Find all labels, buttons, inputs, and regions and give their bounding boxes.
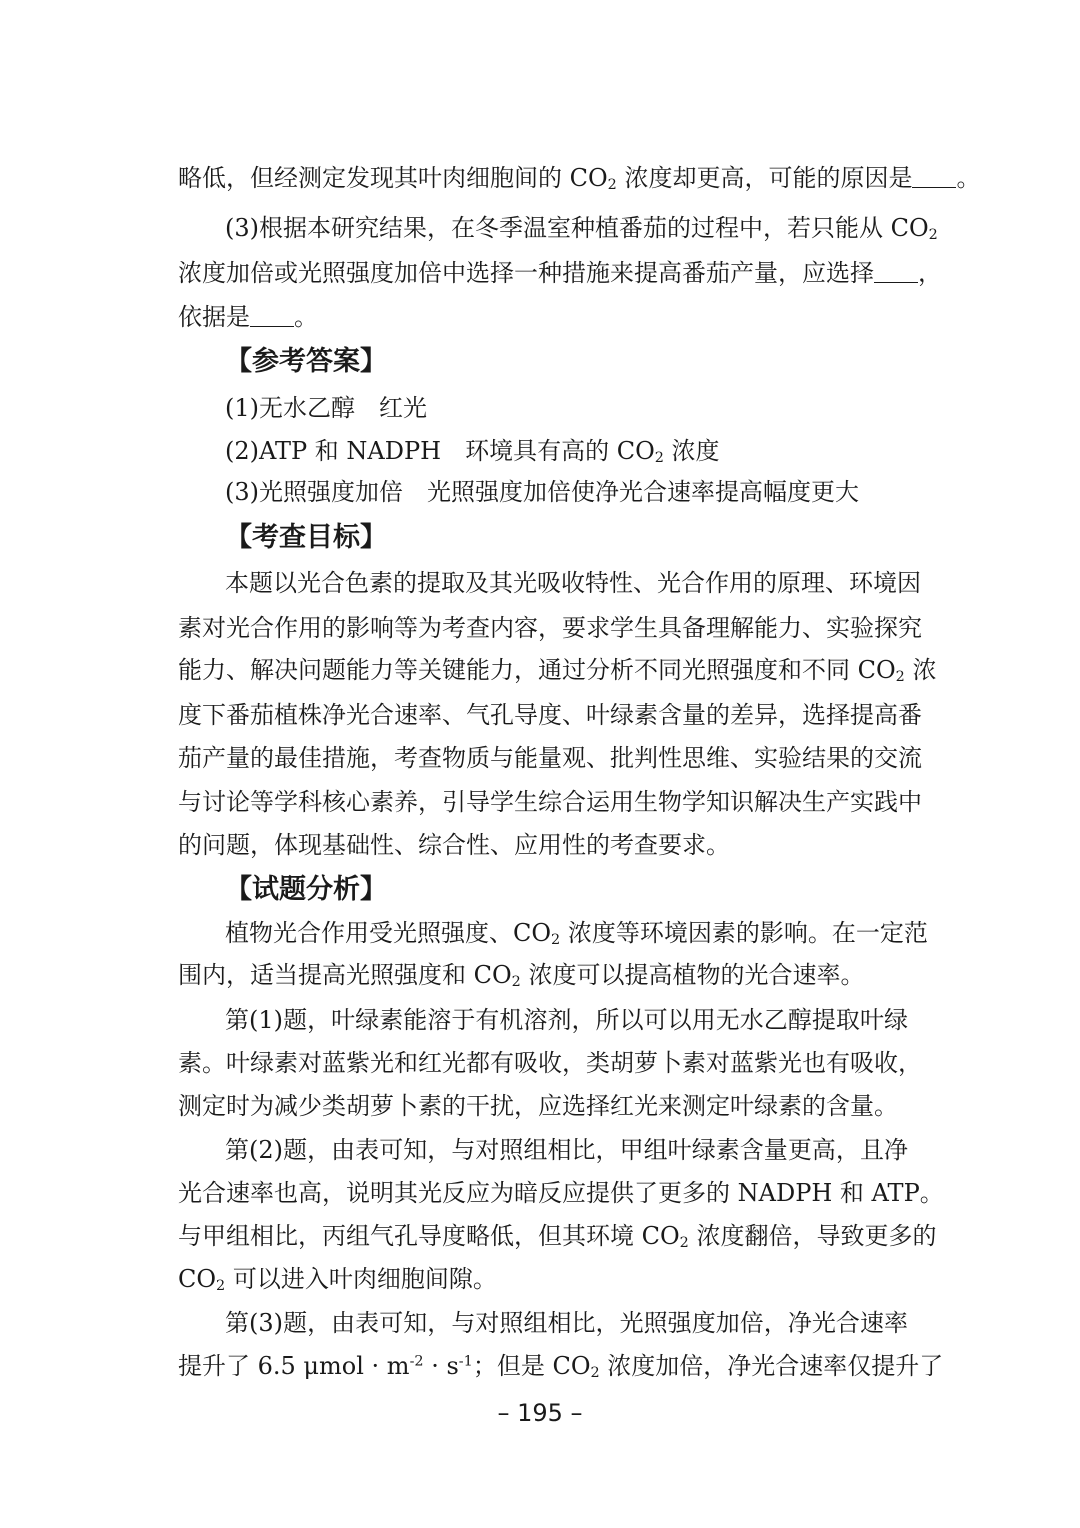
text-line [178,1218,937,1254]
subscript: 2 [590,1364,600,1381]
text-line [178,1348,944,1384]
text-run: 浓度加倍，净光合速率仅提升了 [599,1352,944,1380]
text-line: 光合速率也高，说明其光反应为暗反应提供了更多的 NADPH 和 ATP。 [178,1179,944,1207]
text-line: 与讨论等学科核心素养，引导学生综合运用生物学知识解决生产实践中 [178,788,922,816]
text-run: 依据是 [178,303,250,331]
analysis-heading: 【试题分析】 [225,874,387,905]
subscript: 2 [607,176,617,193]
text-line [178,652,937,688]
text-line: 的问题，体现基础性、综合性、应用性的考查要求。 [178,831,730,859]
goal-heading: 【考查目标】 [225,522,387,553]
text-run: 围内，适当提高光照强度和 CO [178,961,512,989]
text-run: 浓度翻倍，导致更多的 [688,1222,937,1250]
subscript: 2 [511,973,521,990]
answer-line: (3)光照强度加倍 光照强度加倍使净光合速率提高幅度更大 [225,478,859,506]
subscript: 2 [895,668,905,685]
answer-blank [912,165,956,188]
text-line [225,915,928,951]
text-run: 提升了 6.5 μmol · m [178,1352,410,1380]
subscript: 2 [928,226,938,243]
text-run: · s [423,1352,459,1380]
text-run: 。 [294,303,318,331]
text-line: 第(3)题，由表可知，与对照组相比，光照强度加倍，净光合速率 [225,1309,908,1337]
subscript: 2 [679,1234,689,1251]
text-run: 植物光合作用受光照强度、CO [225,919,552,947]
text-run: 与甲组相比，丙组气孔导度略低，但其环境 CO [178,1222,680,1250]
subscript: 2 [551,931,561,948]
text-line: 素对光合作用的影响等为考查内容，要求学生具备理解能力、实验探究 [178,614,922,642]
text-run: ， [918,259,942,287]
text-line: 茄产量的最佳措施，考查物质与能量观、批判性思维、实验结果的交流 [178,744,922,772]
text-run: 浓度却更高，可能的原因是 [616,164,913,192]
text-line [178,957,908,993]
subscript: 2 [216,1277,226,1294]
superscript: -2 [409,1353,424,1370]
answer-blank [250,304,294,327]
text-line: 测定时为减少类胡萝卜素的干扰，应选择红光来测定叶绿素的含量。 [178,1092,898,1120]
text-line [178,299,908,335]
text-line [178,160,981,196]
subscript: 2 [654,449,664,466]
page-number: – 195 – [497,1399,583,1427]
text-run: 浓 [904,656,937,684]
answer-blank [874,260,918,283]
text-line [178,1261,908,1297]
text-line: 第(1)题，叶绿素能溶于有机溶剂，所以可以用无水乙醇提取叶绿 [225,1006,908,1034]
text-run: 略低，但经测定发现其叶肉细胞间的 CO [178,164,608,192]
superscript: -1 [458,1353,473,1370]
text-line: 素。叶绿素对蓝紫光和红光都有吸收，类胡萝卜素对蓝紫光也有吸收， [178,1049,922,1077]
text-run: ；但是 CO [472,1352,591,1380]
text-line: 度下番茄植株净光合速率、气孔导度、叶绿素含量的差异，选择提高番 [178,701,922,729]
text-run: (2)ATP 和 NADPH 环境具有高的 CO [225,437,655,465]
text-run: (3)根据本研究结果，在冬季温室种植番茄的过程中，若只能从 CO [225,214,929,242]
answer-line: (1)无水乙醇 红光 [225,394,427,422]
answer-line [225,433,955,469]
text-run: 可以进入叶肉细胞间隙。 [225,1265,497,1293]
text-line: 第(2)题，由表可知，与对照组相比，甲组叶绿素含量更高，且净 [225,1136,908,1164]
text-run: 浓度加倍或光照强度加倍中选择一种措施来提高番茄产量，应选择 [178,259,874,287]
text-line [178,255,942,291]
text-run: 能力、解决问题能力等关键能力，通过分析不同光照强度和不同 CO [178,656,896,684]
text-run: CO [178,1265,217,1293]
answer-heading: 【参考答案】 [225,346,387,377]
text-run: 。 [956,164,981,192]
text-run: 浓度等环境因素的影响。在一定范 [560,919,928,947]
text-run: 浓度可以提高植物的光合速率。 [520,961,865,989]
text-run: 浓度 [663,437,720,465]
text-line: 本题以光合色素的提取及其光吸收特性、光合作用的原理、环境因 [225,569,921,597]
text-line [225,210,938,246]
